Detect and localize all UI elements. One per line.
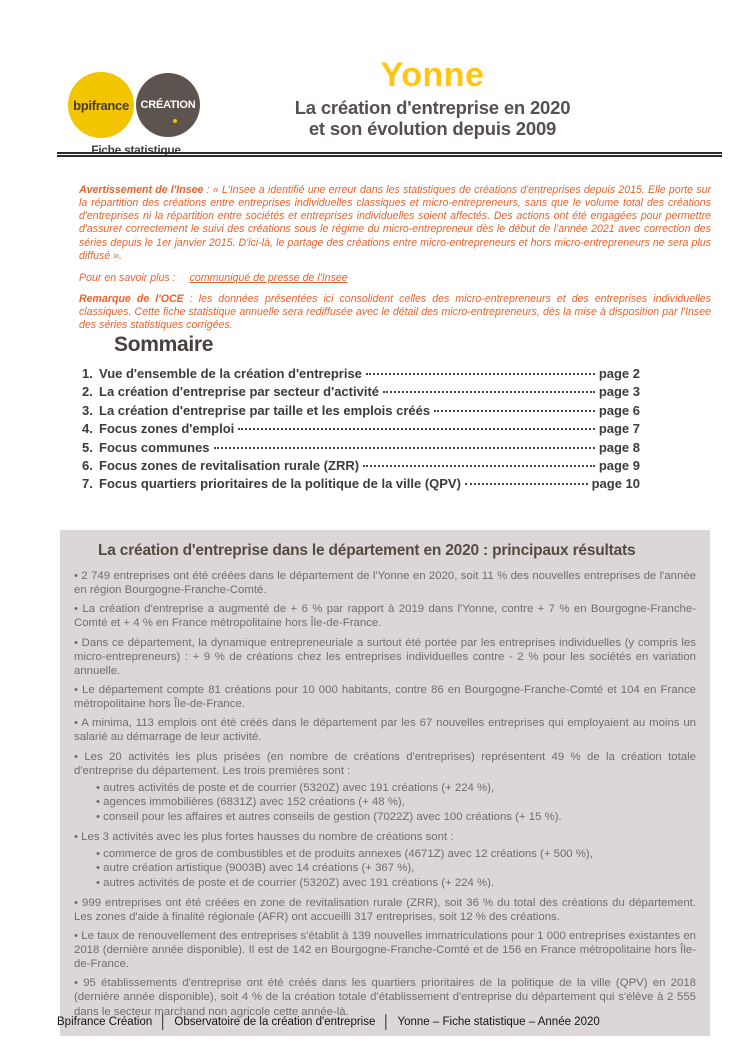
footer-divider: │ [159,1014,168,1029]
creation-logo-text: CRÉATION [140,99,196,111]
toc-title: Sommaire [114,333,214,356]
oce-note-label: Remarque de l'OCE [79,292,184,305]
creation-logo-circle [136,73,200,137]
result-bullet-7: • Les 3 activités avec les plus fortes hausses du nombre de créations sont : [74,830,696,844]
creation-logo-dot-icon [173,119,177,123]
toc-dot-leader [434,410,595,412]
toc-row-2[interactable] [82,384,640,402]
toc-item-number: 4. [82,421,93,437]
results-box [60,530,710,1036]
results-box-title: La création d'entreprise dans le département en 2020 : principaux résultats [98,542,636,559]
more-info-line [79,272,711,285]
footer-divider: │ [382,1014,391,1029]
toc-item-number: 5. [82,439,93,455]
toc-item-label: Focus zones de revitalisation rurale (ZRR) [99,457,360,473]
result-bullet-3: • Dans ce département, la dynamique entrepreneuriale a surtout été portée par les entreprises individuelles (y compris les micro-entrepreneurs) : + 9 % de créations chez les entreprises individuelles contre - 2 % pour les sociétés en variation annuelle. [74,636,696,678]
toc-item-page: page 7 [598,421,640,437]
result-bullet-8: • 999 entreprises ont été créées en zone de revitalisation rurale (ZRR), soit 36 % du total des créations du département. Les zones d'aide à finalité régionale (AFR) ont accueilli 317 entreprises, soit 12 % des créations. [74,896,696,924]
footer-segment-observatory: Observatoire de la création d'entreprise [174,1015,376,1028]
result-bullet-4: • Le département compte 81 créations pour 10 000 habitants, contre 86 en Bourgogne-Franche-Comté et 104 en France métropolitaine hors Île-de-France. [74,683,696,711]
toc-row-4[interactable] [82,421,640,439]
toc-dot-leader [366,373,595,375]
bpifrance-creation-logo [68,72,204,157]
toc-item-number: 3. [82,402,93,418]
toc-item-number: 2. [82,384,93,400]
result-bullet-9: • Le taux de renouvellement des entreprises s'établit à 139 nouvelles immatriculations pour 1 000 entreprises existantes en 2018 (dernière année disponible). Il est de 142 en Bourgogne-Franche-Comté et de 156 en France métropolitaine hors Île-de-France. [74,929,696,971]
result-bullet-10: • 95 établissements d'entreprise ont été créés dans les quartiers prioritaires de la politique de la ville (QPV) en 2018 (dernière année disponible), soit 4 % de la création totale d'établissement d'entreprise du département qui s'élève à 2 555 dans le secteur marchand non agricole cette année-là. [74,976,696,1018]
toc-item-page: page 3 [598,384,640,400]
fiche-statistique-label: Fiche statistique [91,143,181,157]
insee-warning-paragraph [79,184,711,263]
toc-dot-leader [363,465,595,467]
result-sub-bullet: • conseil pour les affaires et autres conseils de gestion (7022Z) avec 100 créations (+ 15 %). [96,810,696,825]
result-sub-bullet: • autres activités de poste et de courrier (5320Z) avec 191 créations (+ 224 %), [96,781,696,796]
bpifrance-logo-text: bpifrance [73,97,129,113]
toc-item-page: page 6 [598,402,640,418]
toc-item-label: Vue d'ensemble de la création d'entreprise [99,366,362,381]
toc-item-page: page 9 [598,457,640,473]
toc-dot-leader [465,483,588,485]
insee-notices-section [79,184,711,332]
toc-item-label: Focus quartiers prioritaires de la politique de la ville (QPV) [99,476,461,492]
more-info-label: Pour en savoir plus : [79,271,176,284]
toc-item-page: page 8 [598,439,640,455]
oce-note-text: : les données présentées ici consolident celles des micro-entrepreneurs et des entreprises individuelles classiques. Cette fiche statistique annuelle sera rediffusée avec le détail des micro-entrepreneurs, dès la mise à disposition par l'Insee des séries statistiques corrigées. [79,292,711,332]
toc-row-5[interactable] [82,440,640,458]
toc-item-label: Focus communes [99,439,210,455]
fastest-growth-activities-list [96,847,696,891]
page-subtitle-line2: et son évolution depuis 2009 [308,118,557,140]
result-sub-bullet: • autres activités de poste et de courrier (5320Z) avec 191 créations (+ 224 %). [96,876,696,891]
toc-dot-leader [383,391,595,393]
toc-item-page: page 2 [598,366,640,381]
page-title: Yonne [380,56,485,94]
result-bullet-1: • 2 749 entreprises ont été créées dans le département de l'Yonne en 2020, soit 11 % des nouvelles entreprises de l'année en région Bourgogne-Franche-Comté. [74,569,696,597]
toc-dot-leader [214,447,595,449]
header-double-rule [57,152,722,157]
result-sub-bullet: • agences immobilières (6831Z) avec 152 créations (+ 48 %), [96,795,696,810]
toc-item-page: page 10 [591,476,640,492]
page-subtitle-line1: La création d'entreprise en 2020 [294,97,571,118]
toc-item-label: Focus zones d'emploi [99,421,235,437]
toc-item-number: 1. [82,366,93,381]
result-bullet-6: • Les 20 activités les plus prisées (en nombre de créations d'entreprises) représentent 49 % de la création totale d'entreprise du département. Les trois premières sont : [74,750,696,778]
toc-item-label: La création d'entreprise par secteur d'activité [99,384,380,400]
toc-row-1[interactable] [82,366,640,384]
footer-segment-brand: Bpifrance Création [57,1015,153,1028]
insee-warning-label: Avertissement de l'Insee [79,184,204,196]
footer-segment-document: Yonne – Fiche statistique – Année 2020 [397,1015,600,1028]
toc-dot-leader [238,428,595,430]
result-sub-bullet: • autre création artistique (9003B) avec 14 créations (+ 367 %), [96,861,696,876]
page-footer [57,1014,600,1029]
oce-note-paragraph [79,293,711,332]
table-of-contents [82,366,640,495]
insee-press-release-link[interactable]: communiqué de presse de l'Insee [189,271,348,284]
bpifrance-logo-circle [68,72,134,138]
title-block [250,58,615,140]
toc-row-3[interactable] [82,403,640,421]
insee-warning-text: : « L'Insee a identifié une erreur dans les statistiques de créations d'entreprises depuis 2015. Elle porte sur la répartition des créations entre entreprises individuelles classiques et micro-entrepreneurs, sans que le volume total des créations d'entreprises ni la répartition entre sociétés et entreprises individuelles soient affectés. Des actions ont été engagées pour permettre d'assurer correctement le suivi des créations sous le régime du micro-entrepreneur dès le début de l'année 2021 avec correction des séries depuis le 1er janvier 2015. D'ici-là, le partage des créations entre micro-entrepreneurs et hors micro-entrepreneurs ne sera plus diffusé ». [79,184,711,262]
toc-row-6[interactable] [82,458,640,476]
toc-row-7[interactable] [82,476,640,494]
result-sub-bullet: • commerce de gros de combustibles et de produits annexes (4671Z) avec 12 créations (+ 500 %), [96,847,696,862]
result-bullet-2: • La création d'entreprise a augmenté de + 6 % par rapport à 2019 dans l'Yonne, contre + 7 % en Bourgogne-Franche-Comté et + 4 % en France métropolitaine hors Île-de-France. [74,602,696,630]
top-activities-list [96,781,696,825]
toc-item-number: 7. [82,476,93,492]
toc-item-label: La création d'entreprise par taille et les emplois créés [99,402,431,418]
toc-item-number: 6. [82,457,93,473]
result-bullet-5: • A minima, 113 emplois ont été créés dans le département par les 67 nouvelles entreprises qui employaient au moins un salarié au démarrage de leur activité. [74,716,696,744]
